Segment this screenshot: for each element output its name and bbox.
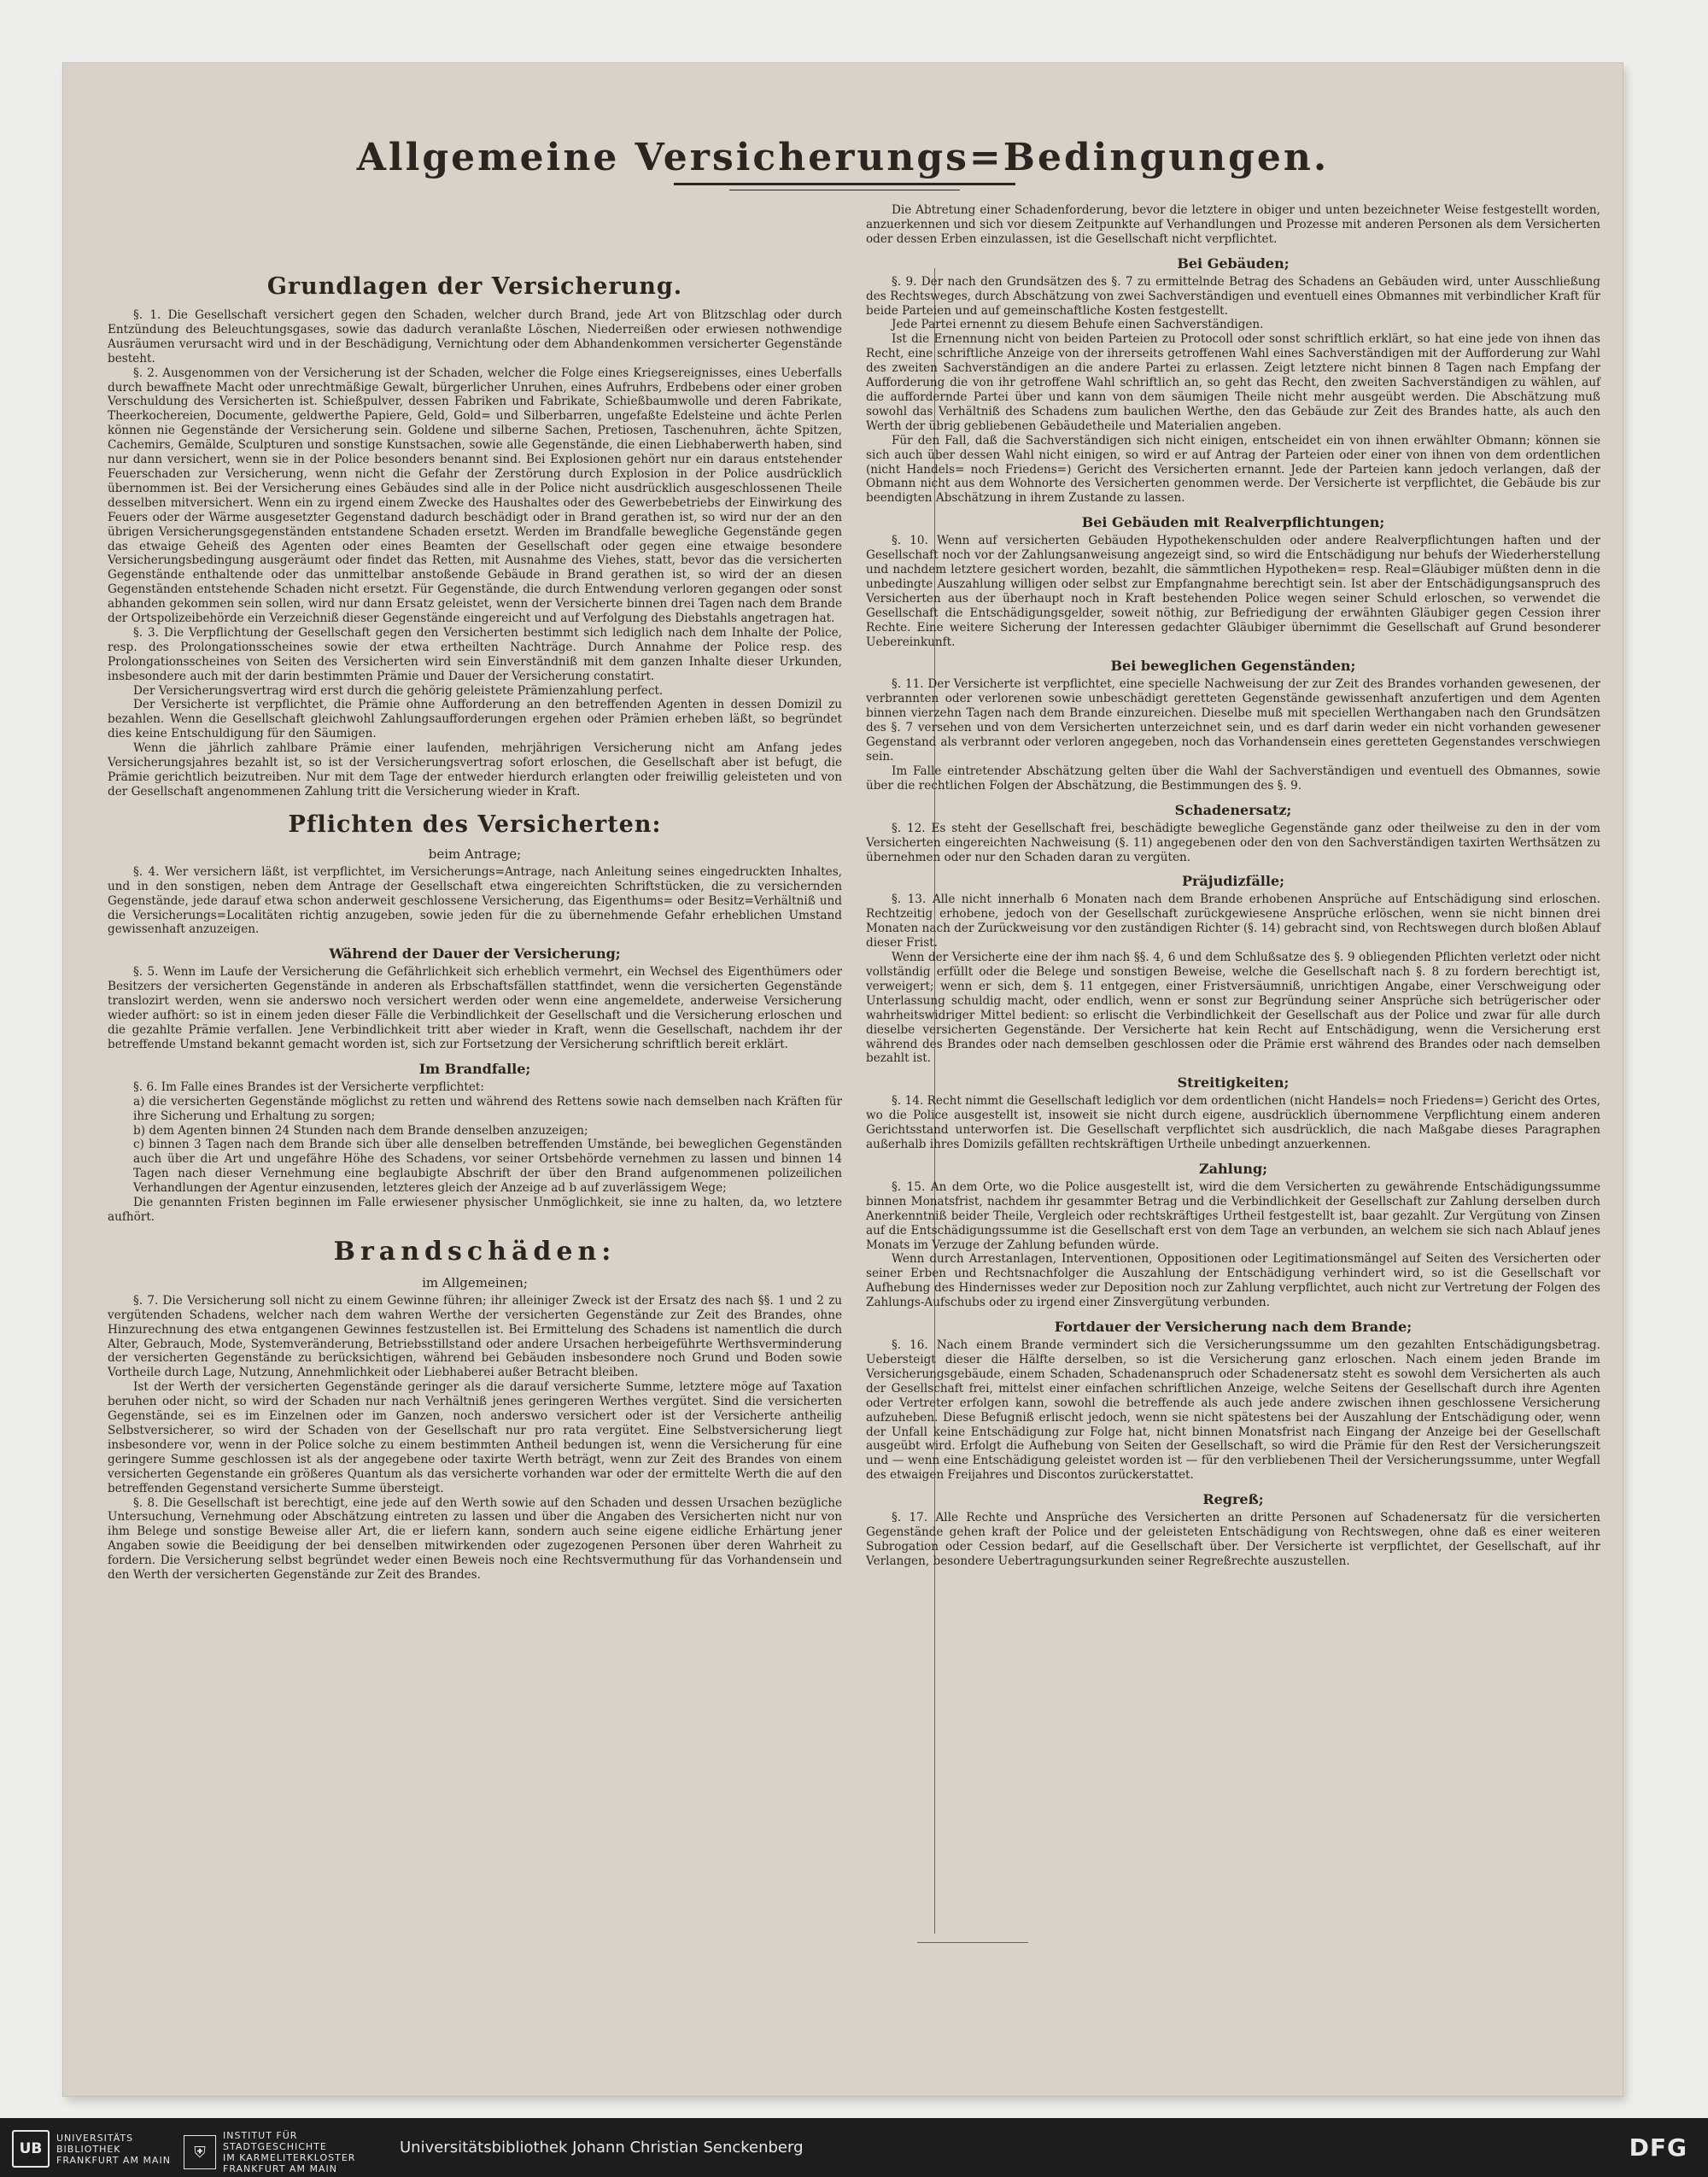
paragraph: §. 3. Die Verpflichtung der Gesellschaft gegen den Versicherten bestimmt sich lediglich nach dem Inhalte der Police, resp. des Prolongationsscheines sowie der etwa ertheilten Nachträge. Durch Annahme der Police resp. des Prolongationsscheines von Seiten des Versicherten wird sein Einverständniß mit dem ganzen Inhalte dieser Urkunden, insbesondere auch mit der darin bestimmten Prämie und Dauer der Versicherung constatirt.	[108, 625, 842, 683]
paragraph: Wenn der Versicherte eine der ihm nach §§. 4, 6 und dem Schlußsatze des §. 9 obliegenden Pflichten verletzt oder nicht vollständig erfüllt oder die Belege und sonstigen Beweise, welche die Gesellschaft nach §. 8 zu fordern berechtigt ist, verweigert; wenn er sich, dem §. 11 entgegen, einer Fristversäumniß, unrichtigen Angabe, einer Verschweigung oder Unterlassung schuldig macht, oder endlich, wenn er sonst zur Begründung seiner Ansprüche sich betrügerischer oder wahrheitswidriger Mittel bedient: so erlischt die Verbindlichkeit der Gesellschaft aus der Police und zwar für alle durch dieselbe versicherten Gegenstände. Der Versicherte hat kein Recht auf Entschädigung, wenn die Versicherung erst während des Brandes oder nach demselben geschlossen oder die Prämie erst während des Brandes oder nach demselben bezahlt ist.	[866, 951, 1600, 1066]
isg-logo-text	[223, 2130, 355, 2174]
paragraph: §. 16. Nach einem Brande vermindert sich die Versicherungssumme um den gezahlten Entschädigungsbetrag. Uebersteigt dieser die Hälfte derselben, so ist die Versicherung ganz erloschen. Nach einem jeden Brande im Versicherungsgebäude, einem Schaden, Schadenanspruch oder Schadenersatz steht es sowohl dem Versicherten als auch der Gesellschaft frei, mittelst einer einfachen schriftlichen Anzeige, welche Seitens der Gesellschaft durch ihre Agenten oder Vertreter erfolgen kann, sowohl die betreffende als auch jede andere zwischen ihnen geschlossene Versicherung aufzuheben. Diese Befugniß erlischt jedoch, wenn sie nicht spätestens bei der Auszahlung der Entschädigung oder, wenn der Unfall keine Entschädigung zur Folge hat, nicht binnen Monatsfrist nach Eingang der Anzeige bei der Gesellschaft ausgeübt wird. Erfolgt die Aufhebung von Seiten der Gesellschaft, so wird die Prämie für den Rest der Versicherungszeit und — wenn eine Entschädigung geleistet worden ist — für den verbliebenen Theil der Versicherungssumme, unter Wegfall des etwaigen Freijahres und Discontos zurückerstattet.	[866, 1338, 1600, 1483]
brandfall-list	[108, 1095, 842, 1196]
paragraph: §. 4. Wer versichern läßt, ist verpflichtet, im Versicherungs=Antrage, nach Anleitung seines eingedruckten Inhaltes, und in den sonstigen, neben dem Antrage der Gesellschaft etwa eingereichten Schriftstücken, die zu versichernden Gegenstände, jede darauf etwa schon anderweit geschlossene Versicherung, das Eigenthums= oder Besitz=Verhältniß und die Versicherungs=Localitäten richtig anzugeben, sowie jeden für die zu übernehmende Gefahr erheblichen Umstand gewissenhaft anzuzeigen.	[108, 864, 842, 937]
page-title: Allgemeine Versicherungs=Bedingungen.	[356, 136, 1330, 179]
paragraph: §. 1. Die Gesellschaft versichert gegen den Schaden, welcher durch Brand, jede Art von Blitzschlag oder durch Entzündung des Beleuchtungsgases, sowie das dadurch veranlaßte Löschen, Niederreißen oder erwiesen nothwendige Ausräumen verursacht wird und in der Beschädigung, Vernichtung oder dem Abhandenkommen versicherter Gegenstände besteht.	[108, 308, 842, 366]
document-sheet	[63, 63, 1623, 2096]
paragraph: §. 10. Wenn auf versicherten Gebäuden Hypothekenschulden oder andere Realverpflichtungen haften und der Gesellschaft noch vor der Zahlungsanweisung angezeigt sind, so wird die Entschädigung nur behufs der Wiederherstellung und nachdem letztere gesichert worden, bezahlt, die sämmtlichen Hypotheken= resp. Real=Gläubiger müßten denn in die unbedingte Auszahlung willigen oder selbst zur Empfangnahme berechtigt sein. Ist aber der Entschädigungsanspruch des Versicherten aus der überhaupt noch in Kraft bestehenden Police wegen seiner Schuld erloschen, so verwendet die Gesellschaft die Entschädigungsgelder, soweit nöthig, zur Befriedigung der erwähnten Gläubiger gegen Cession ihrer Rechte. Eine weitere Sicherung der Interessen gedachter Gläubiger übernimmt die Gesellschaft auf Grund besonderer Uebereinkunft.	[866, 534, 1600, 649]
ub-logo-text	[56, 2133, 171, 2166]
paragraph: §. 15. An dem Orte, wo die Police ausgestellt ist, wird die dem Versicherten zu gewährende Entschädigungssumme binnen Monatsfrist, nachdem ihr gesammter Betrag und die Verbindlichkeit der Gesellschaft zur Zahlung derselben durch Anerkenntniß beider Theile, Vergleich oder rechtskräftiges Urtheil festgestellt ist, baar gezahlt. Zur Vergütung von Zinsen auf die Entschädigungssumme ist die Gesellschaft erst von dem Tage an verbunden, an welchem sie sich nach Ablauf jenes Monats im Verzuge der Zahlung befunden würde.	[866, 1179, 1600, 1252]
subheading-regress: Regreß;	[1202, 1491, 1264, 1508]
ub-line: BIBLIOTHEK	[56, 2143, 121, 2155]
right-column	[866, 203, 1600, 1569]
subheading-zahlung: Zahlung;	[1198, 1160, 1268, 1177]
ub-logo[interactable]	[12, 2130, 171, 2168]
paragraph: Der Versicherte ist verpflichtet, die Prämie ohne Aufforderung an den betreffenden Agenten in dessen Domizil zu bezahlen. Wenn die Gesellschaft gleichwohl Zahlungsaufforderungen ergehen oder Prämien erheben läßt, so begründet dies keine Entschuldigung für den Säumigen.	[108, 698, 842, 741]
paragraph: §. 9. Der nach den Grundsätzen des §. 7 zu ermittelnde Betrag des Schadens an Gebäuden wird, unter Ausschließung des Rechtsweges, durch Abschätzung von zwei Sachverständigen und eventuell eines Obmannes mit verbindlicher Kraft für beide Parteien und auf gemeinschaftliche Kosten festgestellt.	[866, 274, 1600, 318]
subheading-praejudizfaelle: Präjudizfälle;	[1181, 873, 1285, 890]
paragraph: §. 17. Alle Rechte und Ansprüche des Versicherten an dritte Personen auf Schadenersatz für die versicherten Gegenstände gehen kraft der Police und der geleisteten Entschädigung von Rechtswegen, ohne daß es einer weiteren Subrogation oder Cession bedarf, auf die Gesellschaft über. Der Versicherte ist verpflichtet, der Gesellschaft, auf ihr Verlangen, besondere Uebertragungsurkunden seiner Regreßrechte auszustellen.	[866, 1511, 1600, 1568]
paragraph: §. 14. Recht nimmt die Gesellschaft lediglich vor dem ordentlichen (nicht Handels= noch Friedens=) Gericht des Ortes, wo die Police ausgestellt ist, insoweit sie nicht durch eigene, ausdrücklich übernommene Verpflichtung einem anderen Gerichtsstand unterworfen ist. Die Gesellschaft verpflichtet sich ausdrücklich, die nach Maßgabe dieses Paragraphen außerhalb ihres Domizils gefällten rechtskräftigen Urtheile unbedingt anzuerkennen.	[866, 1094, 1600, 1152]
paragraph: Die Abtretung einer Schadenforderung, bevor die letztere in obiger und unten bezeichneter Weise festgestellt worden, anzuerkennen und sich vor diesem Zeitpunkte auf Verhandlungen und Prozesse mit anderen Personen als dem Versicherten oder dessen Erben einzulassen, ist die Gesellschaft nicht verpflichtet.	[866, 203, 1600, 246]
paragraph: §. 2. Ausgenommen von der Versicherung ist der Schaden, welcher die Folge eines Kriegsereignisses, eines Ueberfalls durch bewaffnete Macht oder unrechtmäßige Gewalt, bürgerlicher Unruhen, eines Aufruhrs, Erdbebens oder einer groben Verschuldung des Versicherten ist. Schießpulver, dessen Fabriken und Fabrikate, Schießbaumwolle und deren Fabrikate, Theerkochereien, Documente, geldwerthe Papiere, Geld, Gold= und Silberbarren, ungefaßte Edelsteine und ächte Perlen können nie Gegenstände der Versicherung sein. Goldene und silberne Sachen, Pretiosen, Taschenuhren, ächte Spitzen, Cachemirs, Gemälde, Sculpturen und sonstige Kunstsachen, sowie alle Gegenstände, die einen Liebhaberwerth haben, sind nur dann versichert, wenn sie in der Police besonders benannt sind. Bei Explosionen gehört nur ein daraus entstehender Feuerschaden zur Versicherung, wenn nicht die Gefahr der Zerstörung durch Explosion in der Police ausdrücklich übernommen ist. Bei der Versicherung eines Gebäudes sind alle in der Police nicht ausdrücklich ausgeschlossenen Theile desselben mitversichert. Wenn ein zu irgend einem Zwecke des Haushaltes oder des Gewerbebetriebs der Einwirkung des Feuers oder der Wärme ausgesetzter Gegenstand dadurch beschädigt oder in Brand gerathen ist, so wird nur der an den übrigen Versicherungsgegenständen entstandene Schaden ersetzt. Werden im Brandfalle bewegliche Gegenstände gegen das etwaige Geheiß des Agenten oder eines Beamten der Gesellschaft oder gegen eine etwaige besondere Versicherungsbedingung ausgeräumt oder findet das Retten, mit Ausnahme des Viehes, statt, bevor das die versicherten Gegenstände enthaltende oder das unmittelbar anstoßende Gebäude in Brand gerathen ist, so wird der an diesen Gegenständen entstehende Schaden nicht ersetzt. Für Gegenstände, die durch Entwendung verloren gegangen oder sonst abhanden gekommen sein sollen, wird nur dann Ersatz geleistet, wenn der Versicherte binnen drei Tagen nach dem Brande der Ortspolizeibehörde ein Verzeichniß dieser Gegenstände eingereicht und auf Verfolgung des Diebstahls angetragen hat.	[108, 366, 842, 626]
subheading-brandfall: Im Brandfalle;	[418, 1060, 531, 1077]
paragraph: §. 13. Alle nicht innerhalb 6 Monaten nach dem Brande erhobenen Ansprüche auf Entschädigung sind erloschen. Rechtzeitig erhobene, jedoch von der Gesellschaft zurückgewiesene Ansprüche erlöschen, wenn sie nicht binnen drei Monaten nach der Zurückweisung vor den zuständigen Richter (§. 14) gebracht sind, von Rechtswegen durch bloßen Ablauf dieser Frist.	[866, 892, 1600, 951]
isg-line: STADTGESCHICHTE	[223, 2141, 327, 2152]
paragraph: Jede Partei ernennt zu diesem Behufe einen Sachverständigen.	[892, 318, 1264, 332]
ub-line: FRANKFURT AM MAIN	[56, 2154, 171, 2166]
paragraph: Der Versicherungsvertrag wird erst durch die gehörig geleistete Prämienzahlung perfect.	[133, 683, 664, 698]
library-name: Universitätsbibliothek Johann Christian Senckenberg	[400, 2139, 804, 2157]
left-column	[108, 200, 842, 1583]
subheading-streitigkeiten: Streitigkeiten;	[1177, 1074, 1290, 1091]
isg-logo[interactable]	[184, 2130, 355, 2174]
section-heading-pflichten: Pflichten des Versicherten:	[288, 811, 662, 838]
ub-logo-mark: UB	[12, 2130, 50, 2168]
subheading-gebaeuden: Bei Gebäuden;	[1177, 255, 1290, 272]
title-rule	[674, 183, 1015, 185]
paragraph: Ist die Ernennung nicht von beiden Parteien zu Protocoll oder sonst schriftlich erklärt, so hat eine jede von ihnen das Recht, eine schriftliche Anzeige von der ihrerseits getroffenen Wahl eines Sachverständigen mit der Aufforderung zur Wahl des zweiten Sachverständigen an die andere Partei zu erlassen. Zeigt letztere nicht binnen 8 Tagen nach Empfang der Aufforderung die von ihr getroffene Wahl schriftlich an, so geht das Recht, den zweiten Sachverständigen zu wählen, auf die auffordernde Partei über und kann von dem säumigen Theile nicht mehr ausgeübt werden. Die Abschätzung muß sowohl das Verhältniß des Schadens zum baulichen Werthe, den das Gebäude zur Zeit des Brandes hatte, als auch den Werth der übrig gebliebenen Gebäudetheile und Materialien angeben.	[866, 332, 1600, 433]
list-item: b) dem Agenten binnen 24 Stunden nach dem Brande denselben anzuzeigen;	[133, 1123, 588, 1138]
subheading-fortdauer: Fortdauer der Versicherung nach dem Brande;	[1054, 1319, 1413, 1336]
isg-line: IM KARMELITERKLOSTER	[223, 2152, 356, 2163]
paragraph: §. 6. Im Falle eines Brandes ist der Versicherte verpflichtet:	[133, 1080, 484, 1094]
subheading-beweglichen: Bei beweglichen Gegenständen;	[1110, 658, 1356, 675]
isg-line: FRANKFURT AM MAIN	[223, 2163, 337, 2174]
isg-emblem-icon: ⛨	[184, 2135, 216, 2169]
paragraph: §. 7. Die Versicherung soll nicht zu einem Gewinne führen; ihr alleiniger Zweck ist der Ersatz des nach §§. 1 und 2 zu vergütenden Schadens, welcher nach dem wahren Werthe der versicherten Gegenstände zur Zeit des Brandes, ohne Hinzurechnung des etwa entgangenen Gewinnes festzustellen ist. Bei Ermittelung des Schadens ist namentlich die durch Alter, Gebrauch, Mode, Systemveränderung, Betriebsstillstand oder andere Ursachen herbeigeführte Werthsverminderung der versicherten Gegenstände zu berücksichtigen, während bei Gebäuden insbesondere noch Grund und Boden sowie Vortheile durch Lage, Nutzung, Annehmlichkeit oder Liebhaberei außer Betracht bleiben.	[108, 1293, 842, 1380]
paragraph: §. 5. Wenn im Laufe der Versicherung die Gefährlichkeit sich erheblich vermehrt, ein Wechsel des Eigenthümers oder Besitzers der versicherten Gegenstände in anderen als Erbschaftsfällen stattfindet, wenn die versicherten Gegenstände translozirt werden, wenn sie anderswo noch versichert werden oder wenn eine angemeldete, anderweise Versicherung wieder aufhört: so ist in einem jeden dieser Fälle die Verbindlichkeit der Gesellschaft und die Versicherung erloschen und die gezahlte Prämie verfallen. Jene Verbindlichkeit tritt aber wieder in Kraft, wenn die Gesellschaft, nachdem ihr der betreffende Umstand bekannt gemacht worden ist, sich zur Fortsetzung der Versicherung schriftlich bereit erklärt.	[108, 965, 842, 1051]
isg-line: INSTITUT FÜR	[223, 2130, 298, 2141]
bottom-rule	[917, 1942, 1028, 1943]
subheading-dauer: Während der Dauer der Versicherung;	[329, 945, 621, 963]
paragraph: Im Falle eintretender Abschätzung gelten über die Wahl der Sachverständigen und eventuell des Obmannes, sowie über die rechtlichen Folgen der Abschätzung, die Bestimmungen des §. 9.	[866, 764, 1600, 793]
subheading-antrag: beim Antrage;	[428, 846, 522, 862]
paragraph: Wenn die jährlich zahlbare Prämie einer laufenden, mehrjährigen Versicherung nicht am Anfang jedes Versicherungsjahres bezahlt ist, so ist der Versicherungsvertrag sofort erloschen, die Gesellschaft aber ist befugt, die Prämie gerichtlich beizutreiben. Nur mit dem Tage der entweder hierdurch erlangten oder freiwillig geleisteten und von der Gesellschaft angenommenen Zahlung tritt die Versicherung wieder in Kraft.	[108, 741, 842, 799]
paragraph: §. 11. Der Versicherte ist verpflichtet, eine specielle Nachweisung der zur Zeit des Brandes vorhanden gewesenen, der verbrannten oder verlorenen sowie unbeschädigt geretteten Gegenstände gewissenhaft anzufertigen und dem Agenten binnen vierzehn Tagen nach dem Brande einzureichen. Dieselbe muß mit speciellen Werthangaben nach den Grundsätzen des §. 7 versehen und von dem Versicherten unterzeichnet sein, und es darf darin weder ein nicht vorhanden gewesener Gegenstand als verbrannt oder verloren angegeben, noch das Vorhandensein eines geretteten Gegenstandes verschwiegen sein.	[866, 677, 1600, 764]
section-heading-brandschaeden: Brandschäden:	[333, 1236, 617, 1267]
subheading-realverpflichtungen: Bei Gebäuden mit Realverpflichtungen;	[1081, 514, 1385, 531]
paragraph: §. 12. Es steht der Gesellschaft frei, beschädigte bewegliche Gegenstände ganz oder theilweise zu den in der vom Versicherten eingereichten Nachweisung (§. 11) angegebenen oder den von den Sachverständigen taxirten Werthsätzen zu übernehmen oder nur den Schaden daran zu vergüten.	[866, 821, 1600, 864]
dfg-logo[interactable]: DFG	[1629, 2133, 1688, 2162]
section-heading-grundlagen: Grundlagen der Versicherung.	[266, 273, 683, 300]
list-item: c) binnen 3 Tagen nach dem Brande sich über alle denselben betreffenden Umstände, bei beweglichen Gegenständen auch über die Art und ungefähre Höhe des Schadens, vor seiner Ortsbehörde vernehmen zu lassen und binnen 14 Tagen nach dieser Vernehmung eine beglaubigte Abschrift der über den Brand aufgenommenen polizeilichen Verhandlungen der Agentur einzusenden, letzteres gleich der Anzeige ad b auf zuverlässigem Wege;	[133, 1138, 842, 1196]
ub-line: UNIVERSITÄTS	[56, 2132, 134, 2144]
paragraph: Die genannten Fristen beginnen im Falle erwiesener physischer Unmöglichkeit, sie inne zu halten, da, wo letztere aufhört.	[108, 1196, 842, 1224]
list-item: a) die versicherten Gegenstände möglichst zu retten und während des Rettens sowie nach demselben nach Kräften für ihre Sicherung und Erhaltung zu sorgen;	[133, 1094, 842, 1123]
paragraph: Wenn durch Arrestanlagen, Interventionen, Oppositionen oder Legitimationsmängel auf Seiten des Versicherten oder seiner Erben und Rechtsnachfolger die Auszahlung der Entschädigung verhindert wird, so ist die Gesellschaft vor Aufhebung des Hindernisses weder zur Deposition noch zur Zahlung verpflichtet, auch nicht zur Vertretung der Folgen des Zahlungs-Aufschubs oder zu irgend einer Zinsvergütung verbunden.	[866, 1252, 1600, 1310]
subheading-allgemeinen: im Allgemeinen;	[422, 1274, 528, 1290]
subheading-schadenersatz: Schadenersatz;	[1174, 801, 1292, 818]
paragraph: Für den Fall, daß die Sachverständigen sich nicht einigen, entscheidet ein von ihnen erwählter Obmann; können sie sich auch über dessen Wahl nicht einigen, so wird er auf Antrag der Parteien oder einer von ihnen von dem ordentlichen (nicht Handels= noch Friedens=) Gericht des Versicherten ernannt. Jede der Parteien kann jedoch verlangen, daß der Obmann nicht aus dem Wohnorte des Versicherten genommen werde. Der Versicherte ist verpflichtet, die Gebäude bis zur beendigten Abschätzung in ihrem Zustande zu lassen.	[866, 433, 1600, 506]
viewer-footer	[0, 2118, 1708, 2177]
paragraph: Ist der Werth der versicherten Gegenstände geringer als die darauf versicherte Summe, letztere möge auf Taxation beruhen oder nicht, so wird der Schaden nur nach Verhältniß jenes geringeren Werthes vergütet. Sind die versicherten Gegenstände, sei es im Einzelnen oder im Ganzen, noch anderswo versichert oder ist der Versicherte antheilig Selbstversicherer, so wird der Schaden von der Gesellschaft nur pro rata vergütet. Eine Selbstversicherung liegt insbesondere vor, wenn in der Police solche zu einem bestimmten Antheil bedungen ist, wenn die Versicherung für eine geringere Summe geschlossen ist als der angegebene oder taxirte Werth beträgt, wenn zur Zeit des Brandes von einem versicherten Gegenstande ein größeres Quantum als das versicherte vorhanden war oder der ermittelte Werth die auf den betreffenden Gegenstand versicherte Summe übersteigt.	[108, 1380, 842, 1495]
paragraph: §. 8. Die Gesellschaft ist berechtigt, eine jede auf den Werth sowie auf den Schaden und dessen Ursachen bezügliche Untersuchung, Vernehmung oder Abschätzung eintreten zu lassen und über die Angaben des Versicherten nicht nur von ihm Belege und sonstige Beweise aller Art, die er liefern kann, sondern auch seine eigene eidliche Erhärtung jener Angaben sowie die Beeidigung der bei denselben mitwirkenden oder zugezogenen Personen über deren Wahrheit zu fordern. Die Versicherung selbst begründet weder einen Beweis noch eine Rechtsvermuthung für das Vorhandensein und den Werth der versicherten Gegenstände zur Zeit des Brandes.	[108, 1495, 842, 1583]
